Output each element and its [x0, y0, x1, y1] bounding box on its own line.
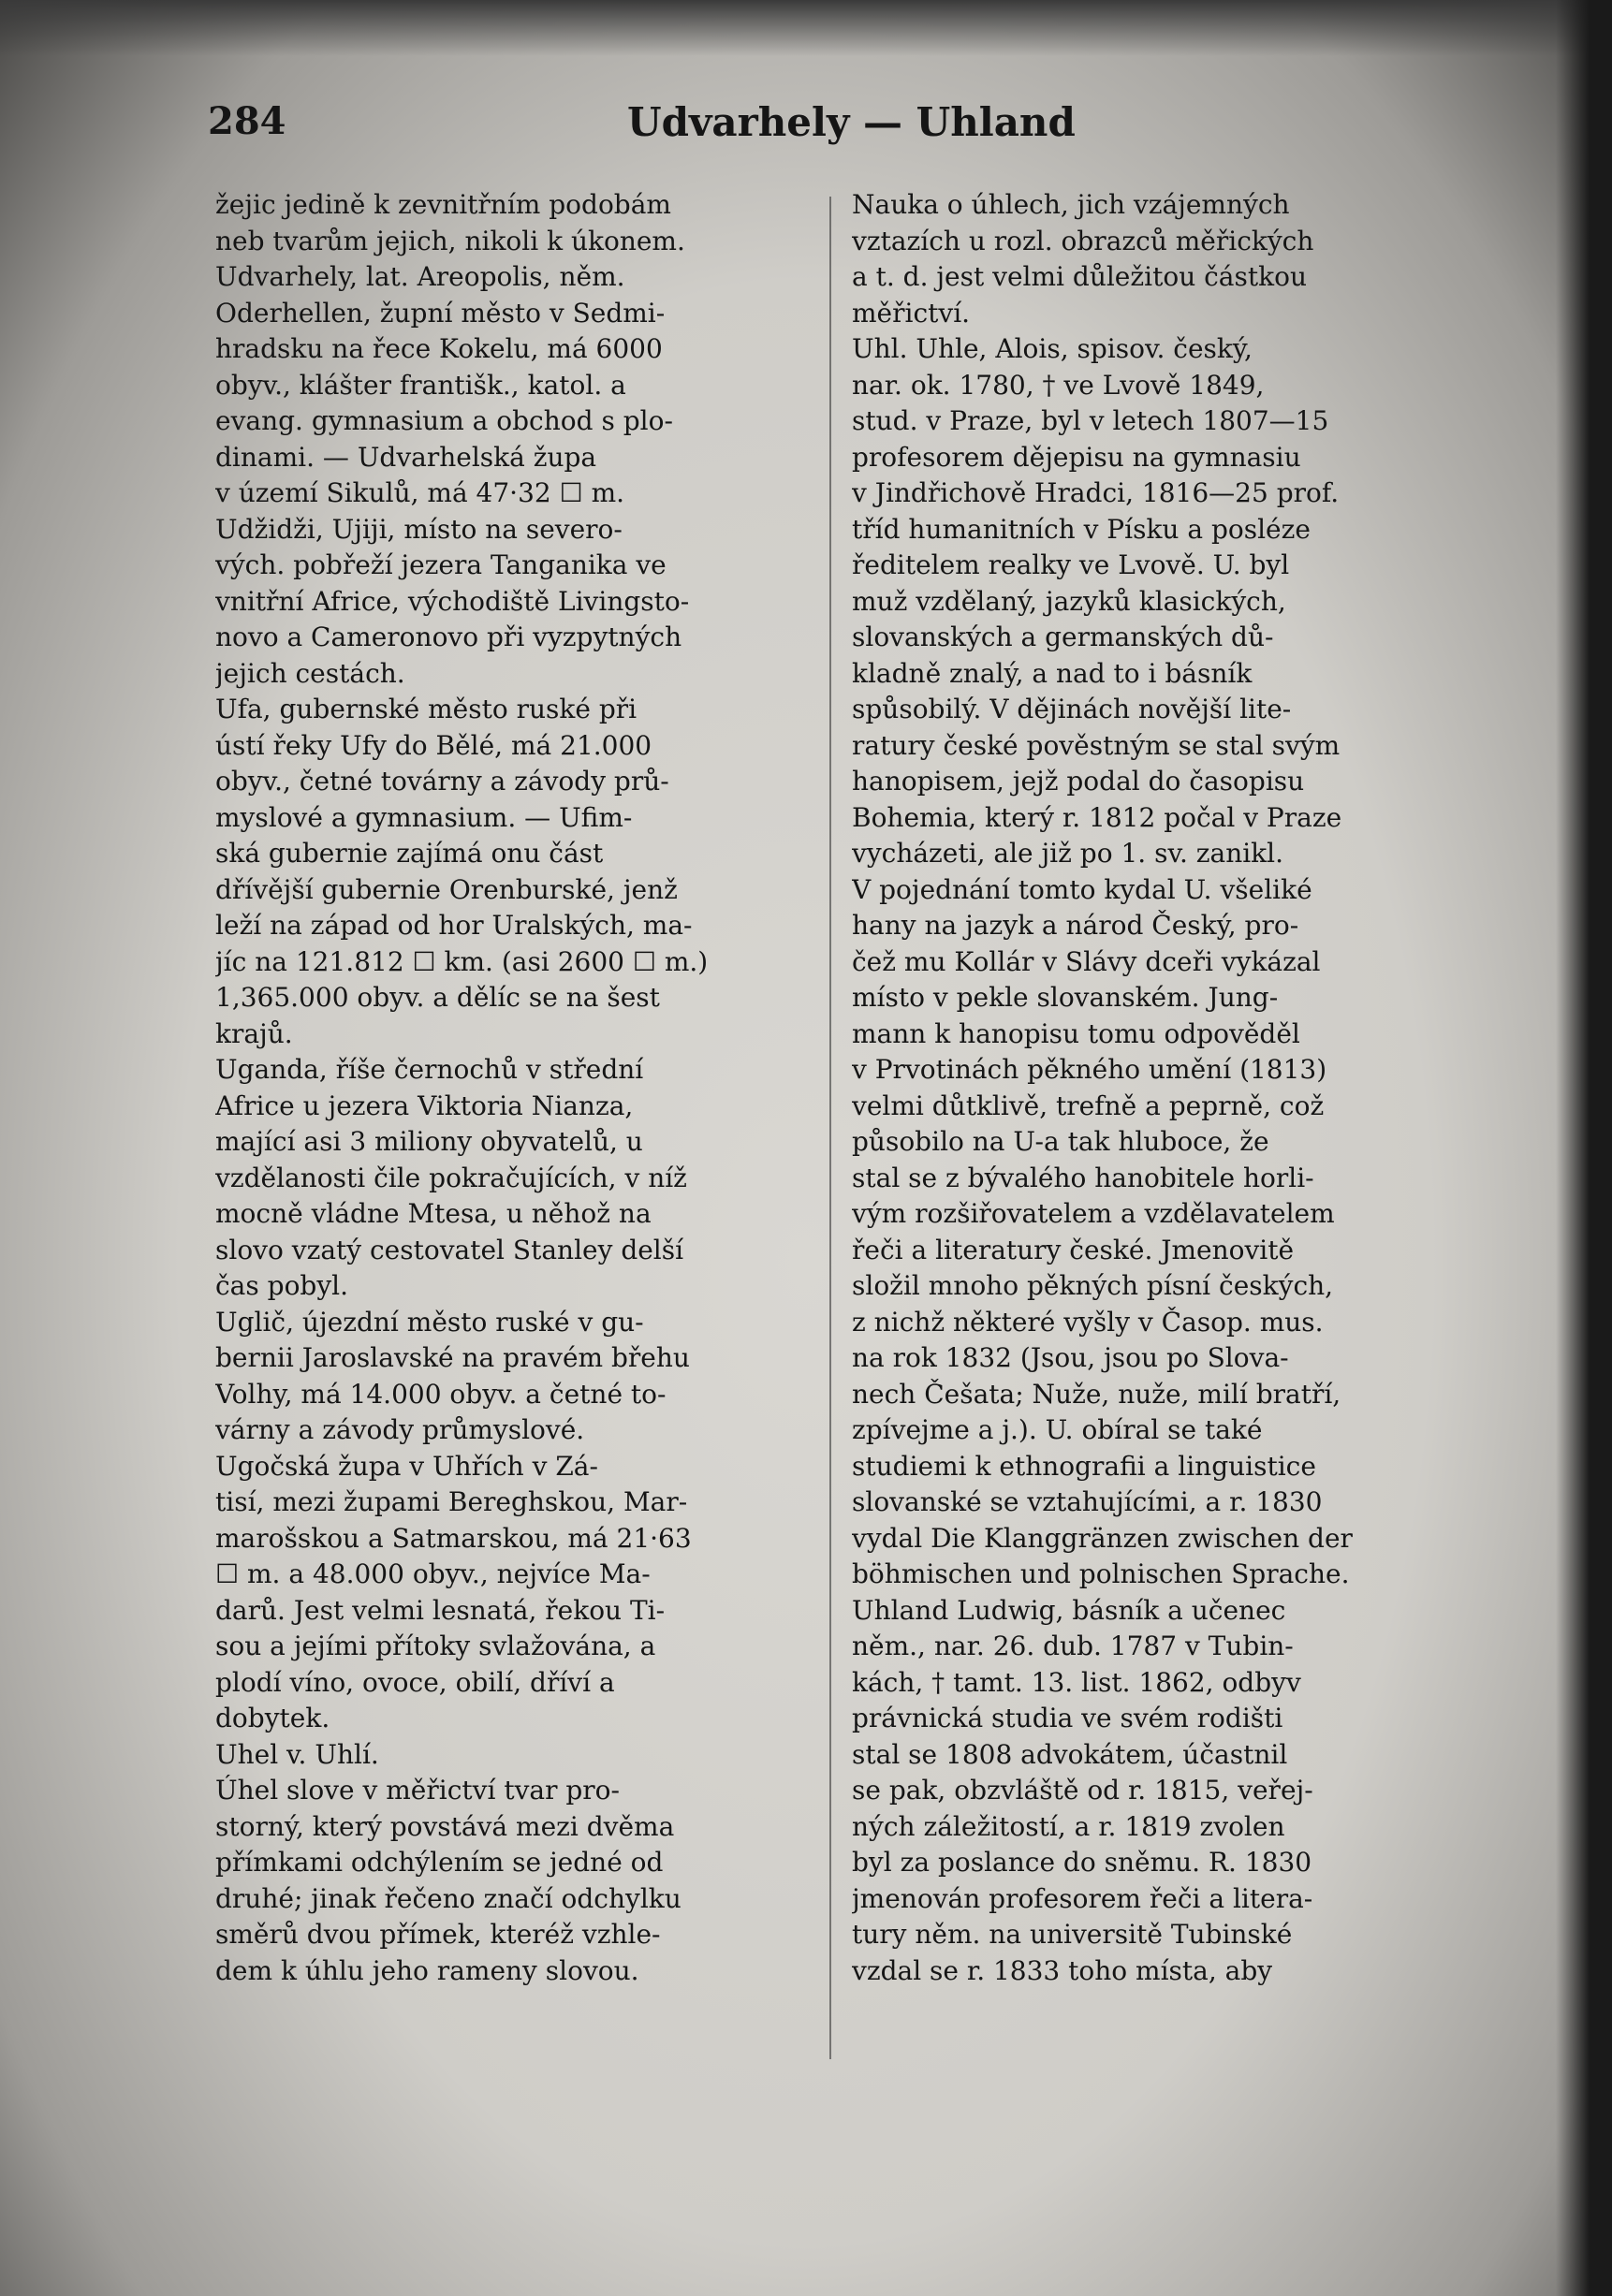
text-line: byl za poslance do sněmu. R. 1830: [852, 1847, 1312, 1878]
text-line: v území Sikulů, má 47·32 ☐ m.: [215, 477, 625, 508]
text-line: velmi důtklivě, trefně a peprně, což: [852, 1090, 1325, 1121]
text-line: na rok 1832 (Jsou, jsou po Slova-: [852, 1342, 1289, 1373]
text-line: obyv., klášter františk., katol. a: [215, 369, 626, 401]
text-line: řeči a literatury české. Jmenovitě: [852, 1234, 1295, 1265]
text-line: muž vzdělaný, jazyků klasických,: [852, 585, 1286, 617]
text-line: žejic jedině k zevnitřním podobám: [215, 189, 671, 220]
text-line: Africe u jezera Viktoria Nianza,: [215, 1090, 634, 1121]
text-line: plodí víno, ovoce, obilí, dříví a: [215, 1666, 615, 1698]
text-line: nech Češata; Nuže, nuže, milí bratří,: [852, 1378, 1341, 1410]
text-line: leží na západ od hor Uralských, ma-: [215, 910, 693, 941]
text-line: ská gubernie zajímá onu část: [215, 838, 604, 869]
text-line: slovanské se vztahujícími, a r. 1830: [852, 1486, 1323, 1517]
text-line: dřívější gubernie Orenburské, jenž: [215, 873, 678, 905]
text-line: stud. v Praze, byl v letech 1807—15: [852, 405, 1329, 436]
text-line: myslové a gymnasium. — Ufim-: [215, 801, 633, 833]
text-line: novo a Cameronovo při vyzpytných: [215, 622, 682, 652]
text-line: slovanských a germanských dů-: [852, 622, 1274, 652]
text-line: Nauka o úhlech, jich vzájemných: [852, 189, 1290, 220]
text-line: vztazích u rozl. obrazců měřických: [852, 225, 1314, 256]
text-line: Uglič, újezdní město ruské v gu-: [215, 1306, 644, 1338]
page-header: [208, 99, 1462, 155]
text-line: studiemi k ethnografii a linguistice: [852, 1450, 1316, 1482]
text-line: Udvarhely, lat. Areopolis, něm.: [215, 261, 625, 292]
text-line: v Prvotinách pěkného umění (1813): [852, 1054, 1327, 1085]
text-line: 1,365.000 obyv. a dělíc se na šest: [215, 982, 660, 1013]
text-line: působilo na U-a tak hluboce, že: [852, 1126, 1269, 1157]
text-line: čas pobyl.: [215, 1270, 349, 1301]
text-line: místo v pekle slovanském. Jung-: [852, 982, 1279, 1013]
text-line: vým rozšiřovatelem a vzdělavatelem: [852, 1198, 1335, 1229]
text-line: a t. d. jest velmi důležitou částkou: [852, 261, 1307, 292]
text-line: kladně znalý, a nad to i básník: [852, 657, 1253, 689]
text-line: marošskou a Satmarskou, má 21·63: [215, 1522, 692, 1554]
text-line: Uhel v. Uhlí.: [215, 1738, 379, 1770]
text-line: vnitřní Africe, východiště Livingsto-: [215, 585, 690, 617]
text-line: mající asi 3 miliony obyvatelů, u: [215, 1126, 643, 1157]
text-line: storný, který povstává mezi dvěma: [215, 1810, 675, 1842]
text-line: bernii Jaroslavské na pravém břehu: [215, 1342, 690, 1373]
text-line: čež mu Kollár v Slávy dceři vykázal: [852, 945, 1321, 977]
text-line: kách, † tamt. 13. list. 1862, odbyv: [852, 1666, 1301, 1698]
text-line: z nichž některé vyšly v Časop. mus.: [852, 1306, 1324, 1338]
text-line: tisí, mezi župami Bereghskou, Mar-: [215, 1486, 688, 1517]
column-divider: [829, 197, 831, 2059]
text-line: Úhel slove v měřictví tvar pro-: [215, 1775, 620, 1806]
text-line: Uganda, říše černochů v střední: [215, 1054, 644, 1085]
text-line: jíc na 121.812 ☐ km. (asi 2600 ☐ m.): [215, 945, 709, 977]
text-line: vydal Die Klanggränzen zwischen der: [852, 1522, 1353, 1554]
text-line: složil mnoho pěkných písní českých,: [852, 1270, 1334, 1301]
text-line: várny a závody průmyslové.: [215, 1414, 585, 1445]
text-line: hanopisem, jejž podal do časopisu: [852, 766, 1305, 797]
text-line: zpívejme a j.). U. obíral se také: [852, 1414, 1263, 1445]
text-line: vzdal se r. 1833 toho místa, aby: [852, 1954, 1273, 1986]
text-line: Oderhellen, župní město v Sedmi-: [215, 297, 666, 329]
text-line: slovo vzatý cestovatel Stanley delší: [215, 1234, 684, 1265]
text-line: hradsku na řece Kokelu, má 6000: [215, 333, 663, 364]
text-line: böhmischen und polnischen Sprache.: [852, 1558, 1350, 1589]
text-line: dobytek.: [215, 1703, 330, 1733]
text-line: v Jindřichově Hradci, 1816—25 prof.: [852, 477, 1340, 508]
text-line: měřictví.: [852, 297, 971, 329]
text-line: dinami. — Udvarhelská župa: [215, 441, 597, 473]
scan-right-shadow: [1556, 0, 1612, 2296]
text-line: profesorem dějepisu na gymnasiu: [852, 441, 1301, 473]
text-line: darů. Jest velmi lesnatá, řekou Ti-: [215, 1594, 666, 1626]
text-line: vzdělanosti čile pokračujících, v níž: [215, 1162, 687, 1193]
text-line: Udžidži, Ujiji, místo na severo-: [215, 513, 623, 545]
text-line: mann k hanopisu tomu odpověděl: [852, 1017, 1300, 1049]
text-line: evang. gymnasium a obchod s plo-: [215, 405, 673, 436]
text-line: směrů dvou přímek, kteréž vzhle-: [215, 1919, 661, 1950]
text-line: se pak, obzvláště od r. 1815, veřej-: [852, 1775, 1313, 1806]
text-line: ☐ m. a 48.000 obyv., nejvíce Ma-: [215, 1558, 651, 1589]
text-line: tříd humanitních v Písku a posléze: [852, 513, 1311, 545]
text-line: jmenován profesorem řeči a litera-: [852, 1882, 1313, 1914]
text-line: něm., nar. 26. dub. 1787 v Tubin-: [852, 1631, 1294, 1661]
text-line: Bohemia, který r. 1812 počal v Praze: [852, 801, 1342, 833]
page-number: 284: [208, 99, 286, 143]
text-line: tury něm. na universitě Tubinské: [852, 1919, 1293, 1950]
right-column: [852, 187, 1460, 1989]
text-line: spůsobilý. V dějinách novější lite-: [852, 694, 1292, 724]
text-line: Ugočská župa v Uhřích v Zá-: [215, 1450, 598, 1482]
text-line: druhé; jinak řečeno značí odchylku: [215, 1882, 681, 1914]
text-line: vycházeti, ale již po 1. sv. zanikl.: [852, 838, 1284, 869]
text-line: nar. ok. 1780, † ve Lvově 1849,: [852, 369, 1265, 401]
scan-top-shadow: [0, 0, 1612, 56]
left-column: [215, 187, 824, 1989]
text-line: jejich cestách.: [215, 657, 405, 689]
text-line: ratury české pověstným se stal svým: [852, 729, 1341, 761]
text-line: obyv., četné továrny a závody prů-: [215, 766, 669, 797]
text-line: krajů.: [215, 1017, 293, 1049]
text-line: Ufa, gubernské město ruské při: [215, 694, 637, 724]
text-line: mocně vládne Mtesa, u něhož na: [215, 1198, 652, 1229]
text-line: stal se 1808 advokátem, účastnil: [852, 1738, 1288, 1770]
text-line: Uhland Ludwig, básník a učenec: [852, 1594, 1286, 1626]
text-line: ústí řeky Ufy do Bělé, má 21.000: [215, 729, 652, 761]
text-line: stal se z bývalého hanobitele horli-: [852, 1162, 1314, 1193]
running-head: Udvarhely — Uhland: [627, 99, 1076, 145]
text-line: Uhl. Uhle, Alois, spisov. český,: [852, 333, 1253, 364]
text-line: sou a jejími přítoky svlažována, a: [215, 1631, 656, 1661]
text-line: ných záležitostí, a r. 1819 zvolen: [852, 1810, 1285, 1842]
text-line: právnická studia ve svém rodišti: [852, 1703, 1283, 1733]
text-line: ředitelem realky ve Lvově. U. byl: [852, 549, 1290, 580]
text-line: vých. pobřeží jezera Tanganika ve: [215, 549, 667, 580]
text-line: neb tvarům jejich, nikoli k úkonem.: [215, 225, 685, 256]
text-line: Volhy, má 14.000 obyv. a četné to-: [215, 1378, 667, 1410]
text-line: V pojednání tomto kydal U. všeliké: [852, 873, 1312, 905]
text-line: přímkami odchýlením se jedné od: [215, 1847, 664, 1878]
text-line: dem k úhlu jeho rameny slovou.: [215, 1954, 639, 1986]
text-line: hany na jazyk a národ Český, pro-: [852, 910, 1299, 941]
